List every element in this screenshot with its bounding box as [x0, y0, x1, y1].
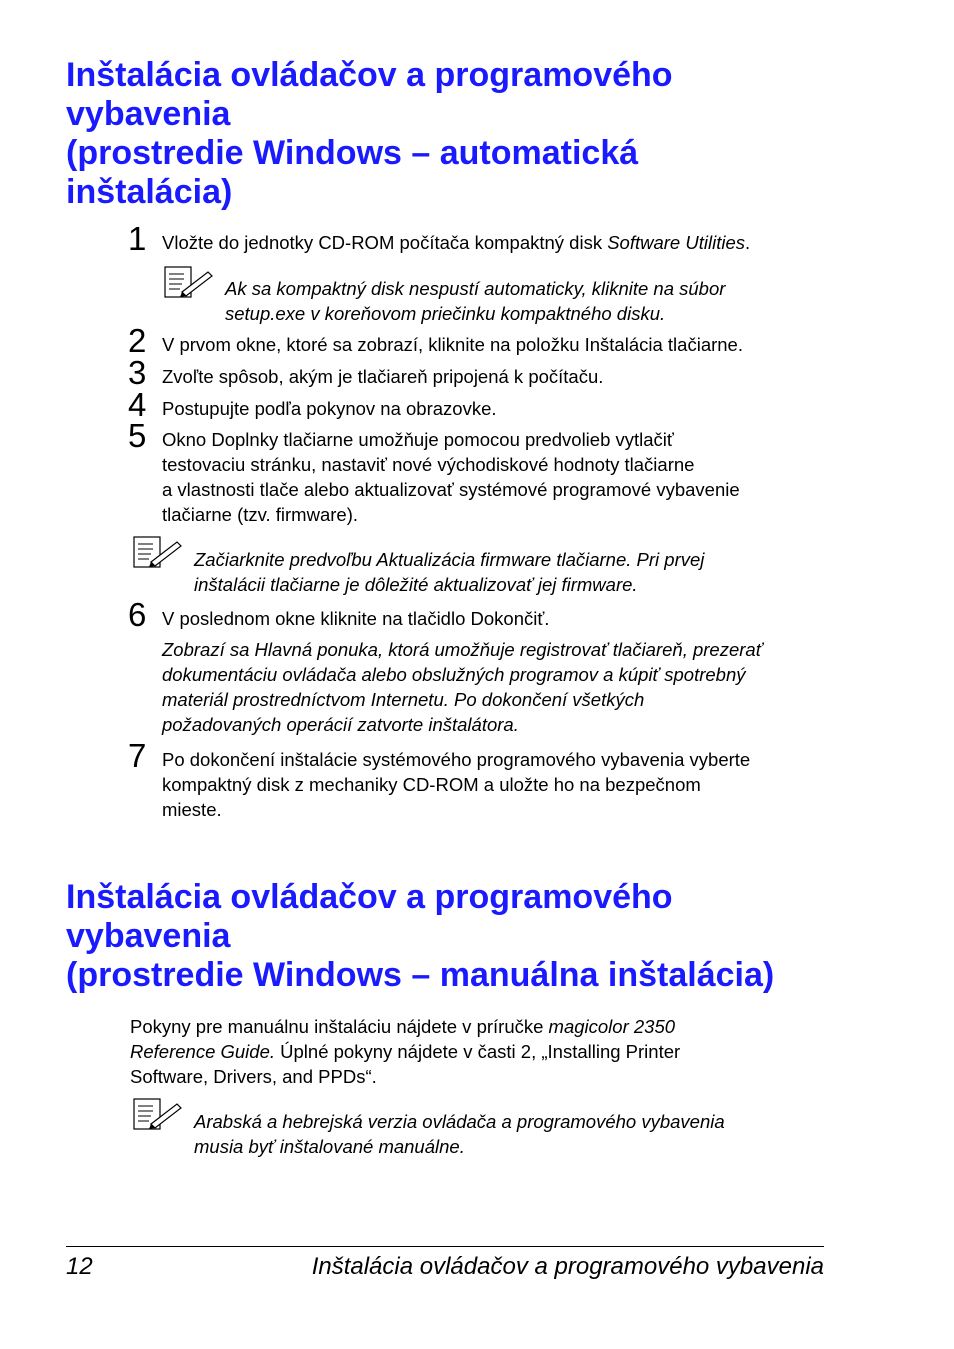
- note-pencil-icon: [164, 266, 214, 298]
- result-line: dokumentáciu ovládača alebo obslužných programov a kúpiť spotrebný: [162, 664, 746, 685]
- para-text: Pokyny pre manuálnu inštaláciu nájdete v príručke: [130, 1016, 549, 1037]
- step-number: 1: [128, 220, 147, 257]
- section-heading-automatic: [66, 56, 673, 212]
- heading-line: (prostredie Windows – automatická: [66, 134, 639, 172]
- heading-line: inštalácia): [66, 173, 233, 211]
- step-line: testovaciu stránku, nastaviť nové východiskové hodnoty tlačiarne: [162, 454, 695, 475]
- step-line: mieste.: [162, 799, 222, 820]
- para-line: [130, 1014, 680, 1039]
- step-line: kompaktný disk z mechaniky CD-ROM a uložte ho na bezpečnom: [162, 774, 701, 795]
- note-text: [194, 547, 704, 597]
- step-text: [162, 230, 750, 255]
- note-pencil-icon: [133, 1098, 183, 1130]
- step-line: a vlastnosti tlače alebo aktualizovať systémové programové vybavenie: [162, 479, 740, 500]
- note-line: Arabská a hebrejská verzia ovládača a programového vybavenia: [194, 1111, 725, 1132]
- note-text: [194, 1109, 725, 1159]
- step-text: [162, 747, 750, 822]
- heading-line: vybavenia: [66, 95, 231, 133]
- guide-name: Reference Guide.: [130, 1041, 276, 1062]
- note-pencil-icon: [133, 536, 183, 568]
- step-line: Okno Doplnky tlačiarne umožňuje pomocou predvolieb vytlačiť: [162, 429, 674, 450]
- para-line: [130, 1039, 680, 1064]
- note-line: musia byť inštalované manuálne.: [194, 1136, 465, 1157]
- step-number: 6: [128, 596, 147, 633]
- step-number: 7: [128, 737, 147, 774]
- step-text: V prvom okne, ktoré sa zobrazí, kliknite na položku Inštalácia tlačiarne.: [162, 334, 743, 355]
- step-text-plain: .: [744, 232, 751, 253]
- result-line: Zobrazí sa Hlavná ponuka, ktorá umožňuje registrovať tlačiareň, prezerať: [162, 639, 763, 660]
- heading-line: vybavenia: [66, 917, 231, 955]
- note-line: Ak sa kompaktný disk nespustí automaticky, kliknite na súbor: [225, 278, 726, 299]
- heading-line: Inštalácia ovládačov a programového: [66, 878, 673, 916]
- section-heading-manual: [66, 878, 774, 995]
- result-line: materiál prostredníctvom Internetu. Po dokončení všetkých: [162, 689, 645, 710]
- step-text: [162, 427, 740, 527]
- step-line: Po dokončení inštalácie systémového programového vybavenia vyberte: [162, 749, 751, 770]
- page-number: 12: [66, 1253, 93, 1280]
- heading-line: Inštalácia ovládačov a programového: [66, 56, 673, 94]
- step-text-plain: Vložte do jednotky CD-ROM počítača kompaktný disk: [162, 232, 608, 253]
- step-number: 3: [128, 354, 147, 391]
- step-line: tlačiarne (tzv. firmware).: [162, 504, 358, 525]
- note-text: [225, 276, 725, 326]
- step-text: Zvoľte spôsob, akým je tlačiareň pripojená k počítaču.: [162, 366, 604, 387]
- product-name: Software Utilities: [607, 232, 745, 253]
- step-text: Postupujte podľa pokynov na obrazovke.: [162, 398, 497, 419]
- guide-name: magicolor 2350: [548, 1016, 676, 1037]
- note-line: setup.exe v koreňovom priečinku kompaktného disku.: [225, 303, 666, 324]
- step-number: 2: [128, 322, 147, 359]
- footer-divider: [66, 1246, 824, 1247]
- note-line: inštalácii tlačiarne je dôležité aktualizovať jej firmware.: [194, 574, 638, 595]
- manual-install-paragraph: [130, 1014, 680, 1089]
- step-result-text: [162, 637, 762, 737]
- step-number: 5: [128, 417, 147, 454]
- step-number: 4: [128, 386, 147, 423]
- note-line: Začiarknite predvoľbu Aktualizácia firmware tlačiarne. Pri prvej: [194, 549, 705, 570]
- heading-line: (prostredie Windows – manuálna inštalácia): [66, 956, 775, 994]
- para-text: Úplné pokyny nájdete v časti 2, „Installing Printer: [275, 1041, 681, 1062]
- para-line: Software, Drivers, and PPDs“.: [130, 1066, 377, 1087]
- footer-title: Inštalácia ovládačov a programového vybavenia: [311, 1253, 824, 1280]
- result-line: požadovaných operácií zatvorte inštalátora.: [162, 714, 519, 735]
- step-text: V poslednom okne kliknite na tlačidlo Dokončiť.: [162, 608, 550, 629]
